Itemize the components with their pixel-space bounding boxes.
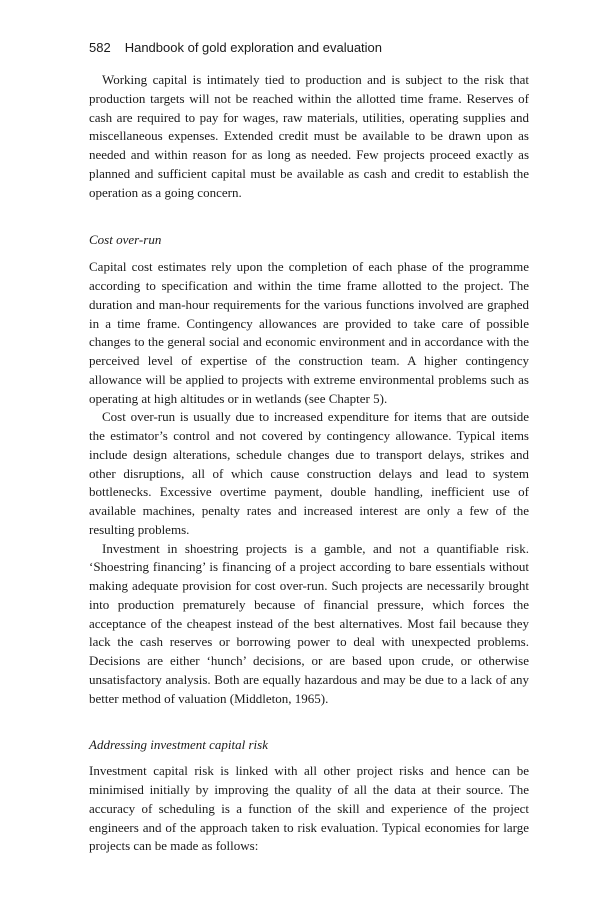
book-title: Handbook of gold exploration and evaluation (124, 40, 383, 55)
section-heading-investment-capital-risk: Addressing investment capital risk (89, 737, 268, 753)
paragraph-working-capital: Working capital is intimately tied to production and is subject to the risk that production targets will not be reached within the allotted time frame. Reserves of cash are required to pay for wages, raw materials, utilities, operating supplies and miscellaneous expenses. Extended credit must be available to be drawn upon as needed and within reason for as long as needed. Few projects proceed exactly as planned and sufficient capital must be available as cash and credit to establish the operation as a going concern. (89, 72, 529, 200)
paragraph-capital-cost-estimates: Capital cost estimates rely upon the completion of each phase of the programme according to specification and within the time frame allotted to the project. The duration and man-hour requirements for the various functions involved are graphed in a time frame. Contingency allowances are provided to take care of possible changes to the general social and economic environment and in accordance with the perceived level of expertise of the construction team. A higher contingency allowance will be applied to projects with extreme environmental problems such as operating at high altitudes or in wetlands (see Chapter 5). (89, 259, 529, 406)
paragraph-investment-capital-risk: Investment capital risk is linked with all other project risks and hence can be minimised initially by improving the quality of all the data at their source. The accuracy of scheduling is a function of the skill and experience of the project engineers and of the approach taken to risk evaluation. Typical economies for large projects can be made as follows: (89, 763, 529, 854)
page-number: 582 (89, 40, 111, 55)
section-heading-cost-over-run: Cost over-run (89, 232, 162, 248)
book-page (89, 40, 529, 856)
running-header (89, 40, 529, 56)
paragraph-cost-over-run-causes: Cost over-run is usually due to increased expenditure for items that are outside the estimator’s control and not covered by contingency allowance. Typical items include design alterations, schedule changes due to transport delays, strikes and other disruptions, all of which cause construction delays and lead to system bottlenecks. Excessive overtime payment, double handling, inefficient use of available machines, penalty rates and increased interest are only a few of the resulting problems. (89, 409, 529, 537)
paragraph-shoestring-projects: Investment in shoestring projects is a gamble, and not a quantifiable risk. ‘Shoestring financing’ is financing of a project according to bare essentials without making adequate provision for cost over-run. Such projects are necessarily brought into production prematurely because of financial pressure, which forces the acceptance of the cheapest instead of the best alternatives. Most fail because they lack the cash reserves or borrowing power to deal with unexpected problems. Decisions are either ‘hunch’ decisions, or are based upon crude, or otherwise unsatisfactory analysis. Both are equally hazardous and may be due to a lack of any better method of valuation (Middleton, 1965). (89, 540, 529, 706)
